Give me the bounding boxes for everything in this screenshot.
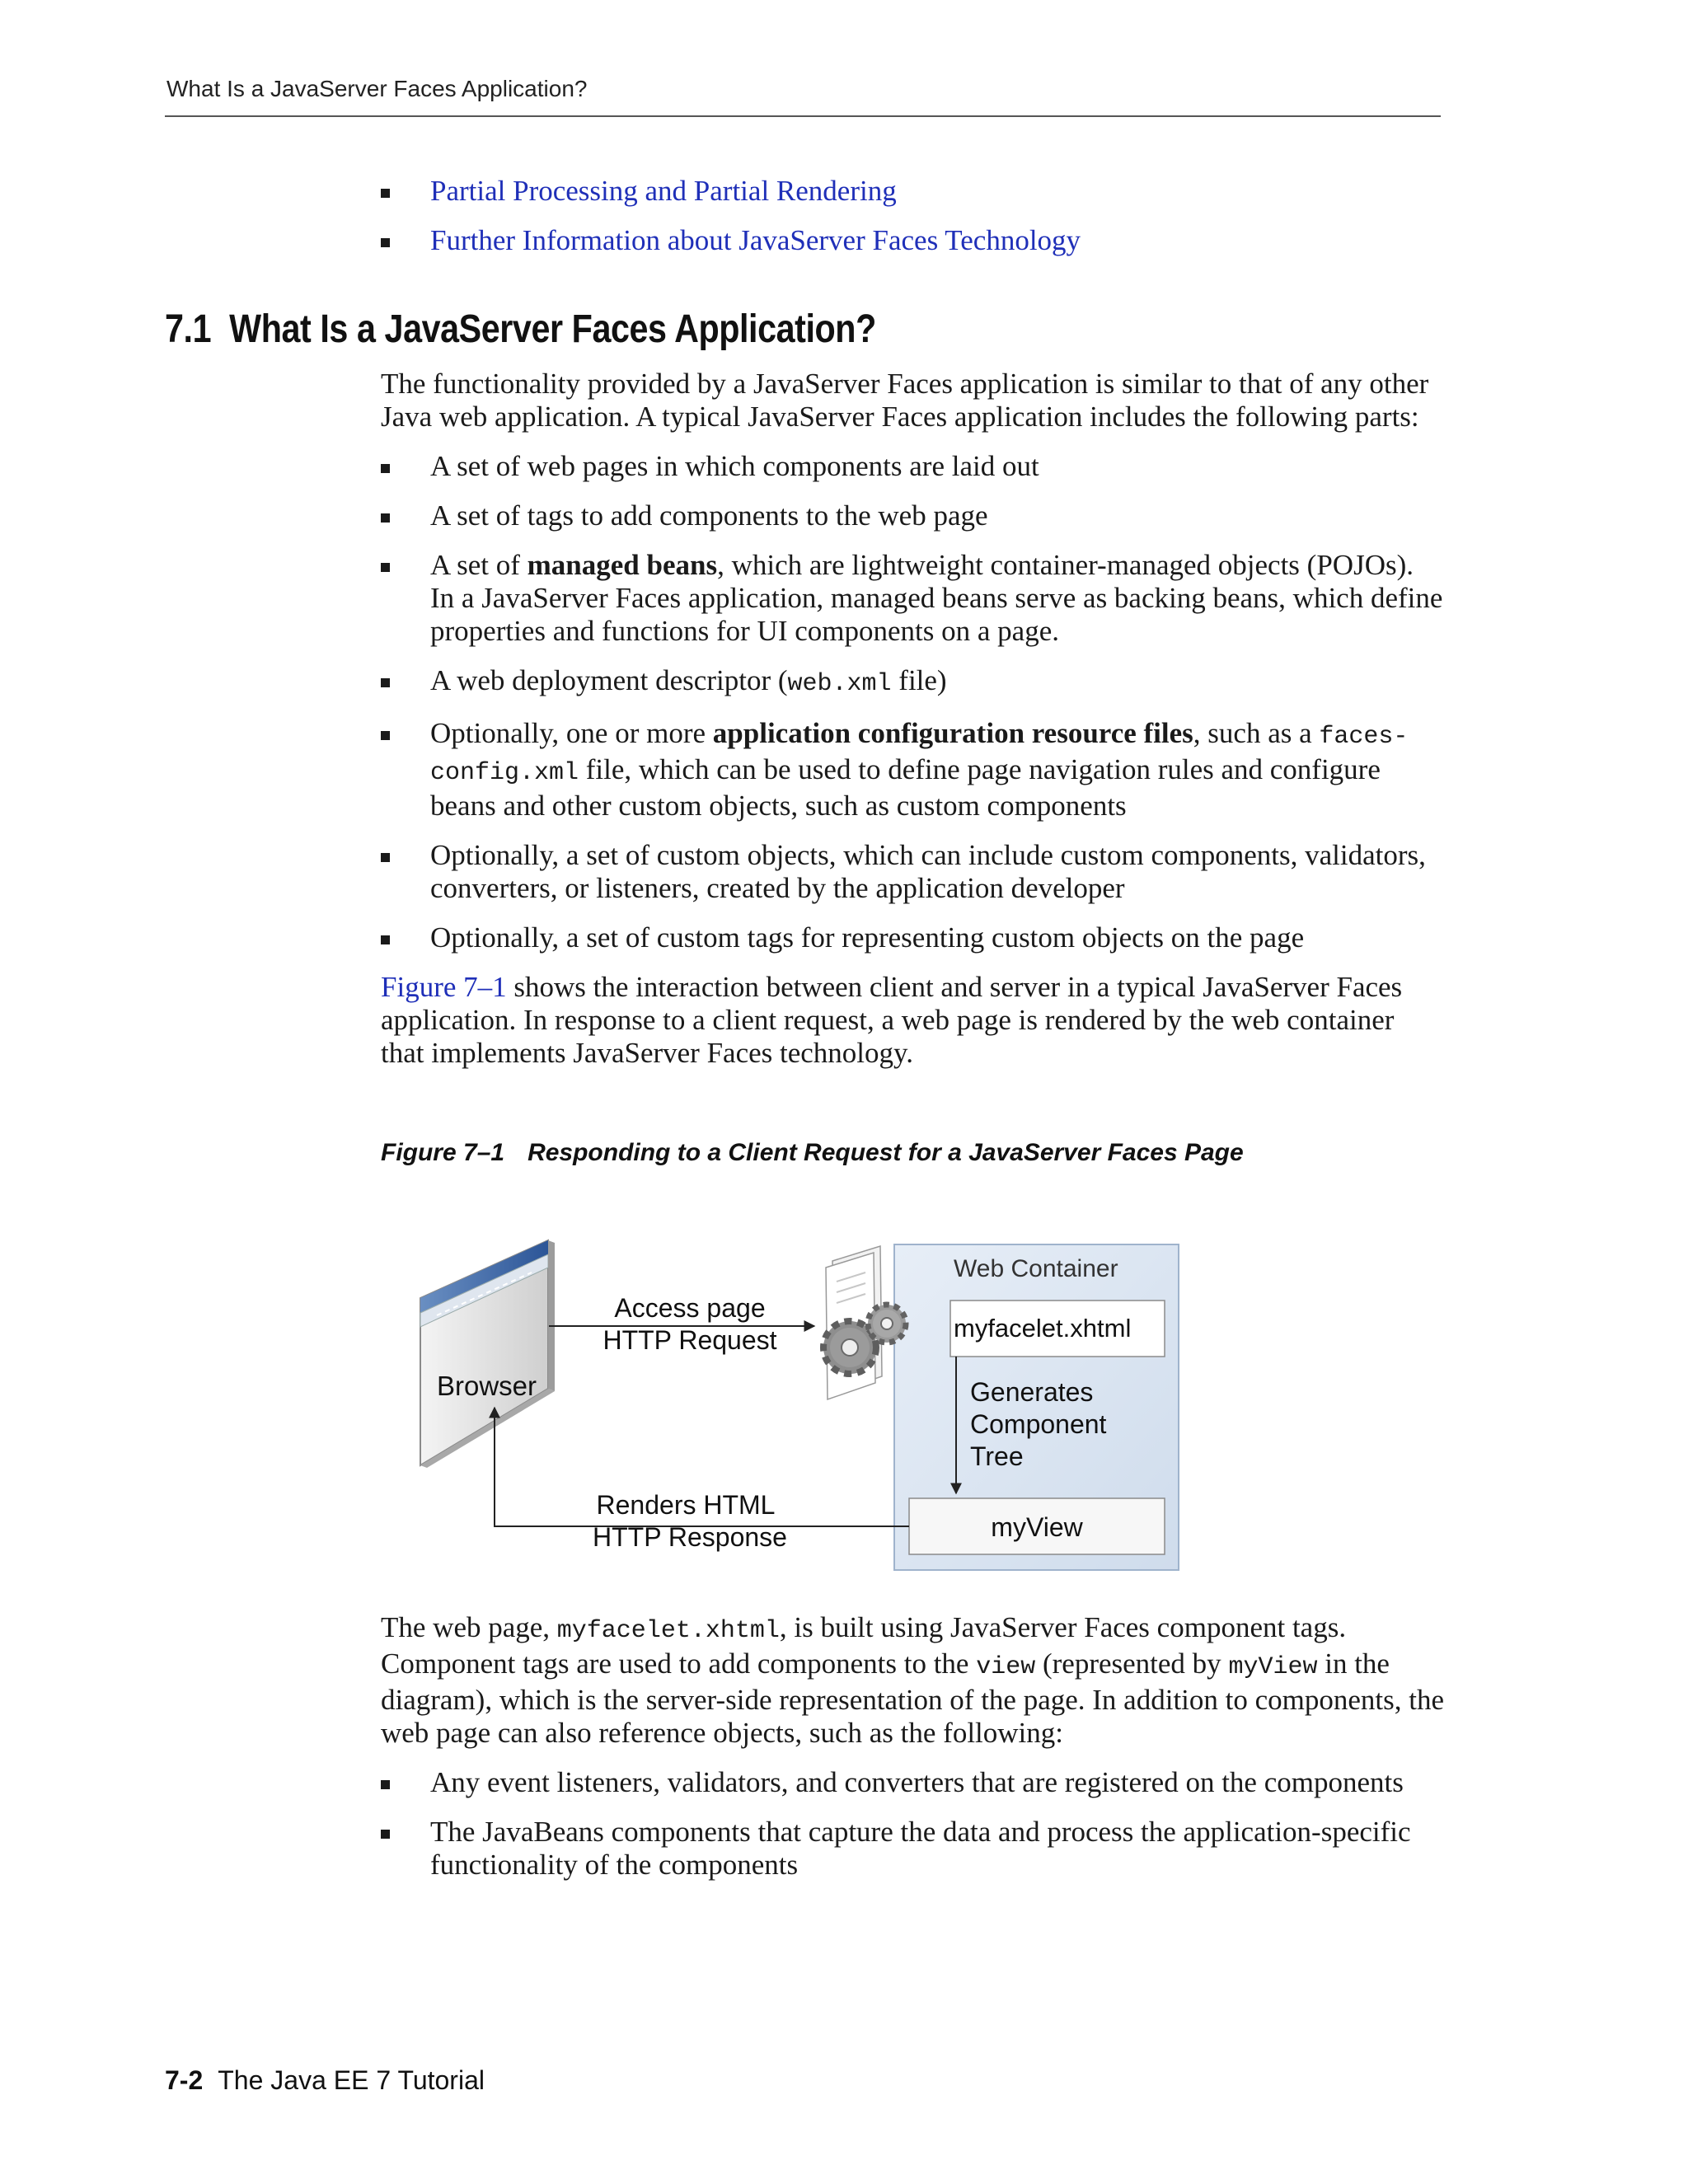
view-paragraph: The web page, myfacelet.xhtml, is built using JavaServer Faces component tags. Component tags are used to add components to the view (represented by myView in the diagram), which is the server-side representation of the page. In addition to components, the web page can also reference objects, such as the following: (381, 1611, 1445, 1749)
code-myfacelet: myfacelet.xhtml (556, 1617, 780, 1645)
web-container-label: Web Container (954, 1255, 1118, 1282)
bullet-icon (381, 1830, 390, 1839)
bullet-icon (381, 853, 390, 862)
book-title: The Java EE 7 Tutorial (218, 2065, 485, 2095)
post-figure-body (381, 1611, 1444, 1898)
figure-number: Figure 7–1 (381, 1139, 505, 1166)
view-box (909, 1498, 1165, 1554)
header-rule (165, 115, 1441, 117)
link-further-information[interactable]: Further Information about JavaServer Faces Technology (430, 224, 1081, 256)
list-item: A set of web pages in which components are laid out (381, 450, 1444, 483)
bullet-icon (381, 563, 390, 572)
intro-paragraph: The functionality provided by a JavaServer Faces application is similar to that of any other Java web application. A typical JavaServer Faces application includes the following parts: (381, 368, 1429, 433)
bullet-icon (381, 189, 390, 198)
list-item: A set of tags to add components to the web page (381, 499, 1444, 532)
section-title: What Is a JavaServer Faces Application? (229, 307, 876, 351)
request-label-1: Access page (614, 1293, 766, 1323)
generates-line-3: Tree (970, 1441, 1024, 1471)
response-label-2: HTTP Response (593, 1522, 787, 1552)
response-label-1: Renders HTML (596, 1490, 776, 1520)
browser-window-icon (420, 1240, 555, 1468)
list-item (381, 175, 1452, 208)
figure-title: Responding to a Client Request for a JavaServer Faces Page (528, 1139, 1244, 1166)
running-header: What Is a JavaServer Faces Application? (166, 76, 588, 101)
related-links-list (381, 175, 1452, 274)
section-number: 7.1 (165, 307, 212, 351)
page-footer (165, 2065, 485, 2096)
list-item: Optionally, one or more application configuration resource files, such as a faces-config.xml file, which can be used to define page navigation rules and configure beans and other custom objects, such as custom components (381, 717, 1444, 823)
referenced-objects-list (381, 1766, 1444, 1882)
bullet-icon (381, 1780, 390, 1789)
link-partial-processing[interactable]: Partial Processing and Partial Rendering (430, 175, 897, 207)
list-item (381, 224, 1452, 257)
bullet-icon (381, 731, 390, 740)
figure-caption (381, 1139, 1244, 1167)
facelet-page-box (950, 1301, 1165, 1357)
request-response-diagram (404, 1203, 1212, 1582)
list-item: Optionally, a set of custom tags for representing custom objects on the page (381, 921, 1444, 954)
view-label: myView (991, 1512, 1083, 1542)
list-item: Any event listeners, validators, and converters that are registered on the components (381, 1766, 1444, 1799)
bullet-icon (381, 464, 390, 473)
bullet-icon (381, 935, 390, 944)
code-faces-config: faces-config.xml (430, 723, 1409, 787)
code-view: view (976, 1653, 1036, 1681)
figure-link[interactable]: Figure 7–1 (381, 971, 507, 1003)
list-item: Optionally, a set of custom objects, which can include custom components, validators, converters, or listeners, created by the application developer (381, 839, 1444, 905)
figure-reference-paragraph: Figure 7–1 shows the interaction between client and server in a typical JavaServer Faces application. In response to a client request, a web page is rendered by the web container that implements JavaServer Faces technology. (381, 971, 1403, 1069)
browser-label: Browser (437, 1371, 537, 1401)
bullet-icon (381, 238, 390, 247)
section-heading (165, 307, 876, 352)
list-item: The JavaBeans components that capture the data and process the application-specific functionality of the components (381, 1816, 1444, 1882)
term-managed-beans: managed beans (527, 549, 718, 581)
list-item: A web deployment descriptor (web.xml file) (381, 664, 1444, 701)
bullet-icon (381, 513, 390, 523)
term-config-files: application configuration resource files (712, 717, 1193, 749)
page-number: 7-2 (165, 2065, 204, 2095)
facelet-page-label: myfacelet.xhtml (954, 1314, 1132, 1343)
request-label-2: HTTP Request (603, 1325, 777, 1355)
application-parts-list (381, 450, 1444, 954)
section-body (381, 368, 1444, 1086)
code-myview: myView (1228, 1653, 1318, 1681)
list-item: A set of managed beans, which are lightweight container-managed objects (POJOs). In a JavaServer Faces application, managed beans serve as backing beans, which define properties and functions for UI components on a page. (381, 549, 1444, 648)
code-web-xml: web.xml (787, 670, 892, 698)
bullet-icon (381, 678, 390, 687)
generates-line-1: Generates (970, 1377, 1094, 1407)
generates-line-2: Component (970, 1409, 1107, 1439)
